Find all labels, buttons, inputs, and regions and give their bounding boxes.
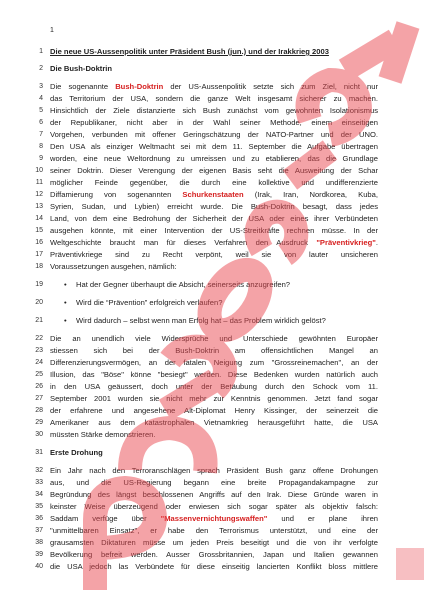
line-number: 21	[35, 317, 43, 324]
highlighted-term: Bush-Doktrin	[115, 82, 164, 91]
line-3	[0, 81, 424, 93]
line-19	[0, 279, 424, 291]
line-number: 6	[39, 119, 43, 126]
line-29	[0, 417, 424, 429]
line-number: 19	[35, 281, 43, 288]
text-line: Ein Jahr nach den Terroranschlägen sprach Präsident Bush ganz offene Drohungen	[50, 466, 378, 475]
text-line: Präventivkriege sind zu Recht verpönt, weil sie von lauter unsicheren	[50, 250, 378, 259]
line-number: 11	[35, 179, 43, 186]
text-line: die USA jedoch las Verbündete für diese einseitig lancierten Konflikt bloss mittlere	[50, 562, 378, 571]
line-number: 22	[35, 335, 43, 342]
line-number: 2	[39, 65, 43, 72]
line-13	[0, 201, 424, 213]
text-line: September 2001 wurden sie nicht mehr zur Kenntnis genommen. Jetzt fand sogar	[50, 394, 378, 403]
text-segment: Die sogenannte	[50, 82, 116, 91]
line-number: 5	[39, 107, 43, 114]
line-23	[0, 345, 424, 357]
line-36	[0, 513, 424, 525]
line-number: 29	[35, 419, 43, 426]
bullet-text: Wird dadurch – selbst wenn man Erfolg hat – das Problem wirklich gelöst?	[76, 316, 326, 325]
line-32	[0, 465, 424, 477]
line-40	[0, 561, 424, 573]
line-16	[0, 237, 424, 249]
section-heading: Die Bush-Doktrin	[50, 64, 113, 73]
line-number: 38	[35, 539, 43, 546]
text-segment: Diffamierung von sogenannten	[50, 190, 183, 199]
line-number: 9	[39, 155, 43, 162]
line-5	[0, 105, 424, 117]
page-number: 1	[50, 27, 54, 34]
text-line: in den USA geäussert, doch unter der Betäubung durch den Schock vom 11.	[50, 382, 378, 391]
line-number: 3	[39, 83, 43, 90]
line-30	[0, 429, 424, 441]
text-line: stiessen sich bei der Bush-Doktrin am offensichtlichen Mangel an	[50, 346, 378, 355]
line-38	[0, 537, 424, 549]
line-21	[0, 315, 424, 327]
text-line: Land, von dem eine Bedrohung der Sicherheit der USA oder eines ihrer Verbündeten	[50, 214, 378, 223]
line-14	[0, 213, 424, 225]
line-18	[0, 261, 424, 273]
text-segment: Weltgeschichte braucht man für dieses Verfahren den Ausdruck	[50, 238, 317, 247]
line-number: 4	[39, 95, 43, 102]
text-segment: Saddam verfüge über	[50, 514, 161, 523]
line-number: 23	[35, 347, 43, 354]
line-number: 20	[35, 299, 43, 306]
line-number: 39	[35, 551, 43, 558]
line-number: 37	[35, 527, 43, 534]
line-number: 1	[39, 48, 43, 55]
line-10	[0, 165, 424, 177]
text-line: Den USA als einziger Weltmacht sei mit dem 11. September die Aufgabe übertragen	[50, 142, 378, 151]
text-line: Bevölkerung befreit werden. Ausser Grossbritannien, Japan und Italien gewannen	[50, 550, 378, 559]
document-title: Die neue US-Aussenpolitik unter Präsident Bush (jun.) und der Irakkrieg 2003	[50, 47, 329, 56]
line-34	[0, 489, 424, 501]
line-number: 8	[39, 143, 43, 150]
text-line: Differenzierungsvermögen, an der fatalen Neigung zum "Grossreinemachen", an der	[50, 358, 378, 367]
highlighted-term: Schurkenstaaten	[182, 190, 244, 199]
line-28	[0, 405, 424, 417]
line-number: 16	[35, 239, 43, 246]
text-line: seiner Doktrin. Dieser Verengung der eigenen Basis seht die Ausweitung der Schar	[50, 166, 378, 175]
line-number: 24	[35, 359, 43, 366]
text-line: möglicher Feinde gegenüber, die durch eine kollektive und undifferenzierte	[50, 178, 378, 187]
bullet-text: Hat der Gegner überhaupt die Absicht, seinerseits anzugreifen?	[76, 280, 291, 289]
bullet-icon: •	[64, 298, 67, 307]
bullet-icon: •	[64, 280, 67, 289]
line-number: 17	[35, 251, 43, 258]
line-33	[0, 477, 424, 489]
bullet-text: Wird die “Prävention” erfolgreich verlaufen?	[76, 298, 223, 307]
line-31	[0, 447, 424, 459]
text-line: der erfahrene und angesehene Alt-Diplomat Henry Kissinger, der seinerzeit die	[50, 406, 378, 415]
line-8	[0, 141, 424, 153]
line-number: 7	[39, 131, 43, 138]
text-line	[50, 513, 378, 525]
highlighted-term: "Massenvernichtungswaffen"	[160, 514, 268, 523]
line-number: 14	[35, 215, 43, 222]
text-line: Illusion, das "Böse" könne "besiegt" werden. Diese Bedenken wurden natürlich auch	[50, 370, 378, 379]
line-number: 35	[35, 503, 43, 510]
line-number: 30	[35, 431, 43, 438]
text-segment: und er plane ihren	[267, 514, 378, 523]
text-line	[50, 81, 378, 93]
line-24	[0, 357, 424, 369]
line-26	[0, 381, 424, 393]
text-segment: .	[375, 238, 378, 247]
line-number: 15	[35, 227, 43, 234]
line-number: 28	[35, 407, 43, 414]
line-17	[0, 249, 424, 261]
line-number: 31	[35, 449, 43, 456]
text-line	[50, 189, 378, 201]
line-35	[0, 501, 424, 513]
highlighted-term: "Präventivkrieg"	[316, 238, 376, 247]
text-line: Syrien, Sudan, und Lybien) erreicht wurde. Die Bush-Doktrin besagt, dass jedes	[50, 202, 378, 211]
text-line: Hinsichtlich der Ziele distanzierte sich Bush zunächst vom gewohnten Isolationismus	[50, 106, 378, 115]
text-segment: (Irak, Iran, Nordkorea, Kuba,	[243, 190, 378, 199]
text-line: Amerikaner aus dem katastrophalen Vietnamkrieg herausgeführt hatte, die USA	[50, 418, 378, 427]
text-line: ausgehen könnte, mit einer Intervention der US-Streitkräfte rechnen müsse. In der	[50, 226, 378, 235]
line-12	[0, 189, 424, 201]
line-39	[0, 549, 424, 561]
line-number: 10	[35, 167, 43, 174]
line-11	[0, 177, 424, 189]
line-37	[0, 525, 424, 537]
line-15	[0, 225, 424, 237]
line-27	[0, 393, 424, 405]
line-6	[0, 117, 424, 129]
line-number: 26	[35, 383, 43, 390]
text-line: grausamsten Diktaturen müsse um jeden Preis beseitigt und die von ihr verfolgte	[50, 538, 378, 547]
line-25	[0, 369, 424, 381]
text-line: Die an unendlich viele Widersprüche und Unterschiede gewöhnten Europäer	[50, 334, 378, 343]
line-9	[0, 153, 424, 165]
line-2	[0, 63, 424, 75]
text-segment: der US-Aussenpolitik setzte sich zum Ziel, nicht nur	[163, 82, 378, 91]
line-number: 40	[35, 563, 43, 570]
text-line: keinster Weise überzeugend oder erwiesen sich sogar später als objektiv falsch:	[50, 502, 378, 511]
line-number: 34	[35, 491, 43, 498]
text-line: müssten Stärke demonstrieren.	[50, 430, 156, 439]
line-number: 27	[35, 395, 43, 402]
text-line: Vorgehen, verbunden mit offener Geringschätzung der NATO-Partner und der UNO.	[50, 130, 378, 139]
text-line: der Republikaner, nicht aber in der Wahl seiner Methode, einem einseitigen	[50, 118, 378, 127]
line-number: 33	[35, 479, 43, 486]
text-line: Voraussetzungen ausgehen, nämlich:	[50, 262, 177, 271]
line-number: 13	[35, 203, 43, 210]
text-line: worden, eine neue Weltordnung zu umreissen und zu etablieren, das die Grundlage	[50, 154, 378, 163]
line-number: 18	[35, 263, 43, 270]
line-number: 36	[35, 515, 43, 522]
line-1	[0, 46, 424, 58]
text-line	[50, 237, 378, 249]
text-line: "unmittelbaren Einsatz", er habe den Terrorismus unterstützt, und eine der	[50, 526, 378, 535]
line-22	[0, 333, 424, 345]
text-line: aus, und die US-Regierung begann eine breite Propagandakampagne zur	[50, 478, 378, 487]
line-number: 25	[35, 371, 43, 378]
line-4	[0, 93, 424, 105]
text-line: Begründung des längst beschlossenen Angriffs auf den Irak. Diese Gründe waren in	[50, 490, 378, 499]
line-7	[0, 129, 424, 141]
bullet-icon: •	[64, 316, 67, 325]
line-number: 12	[35, 191, 43, 198]
line-20	[0, 297, 424, 309]
line-number: 32	[35, 467, 43, 474]
text-line: das Territorium der USA, sondern die ganze Welt insgesamt sicherer zu machen.	[50, 94, 378, 103]
section-heading: Erste Drohung	[50, 448, 103, 457]
